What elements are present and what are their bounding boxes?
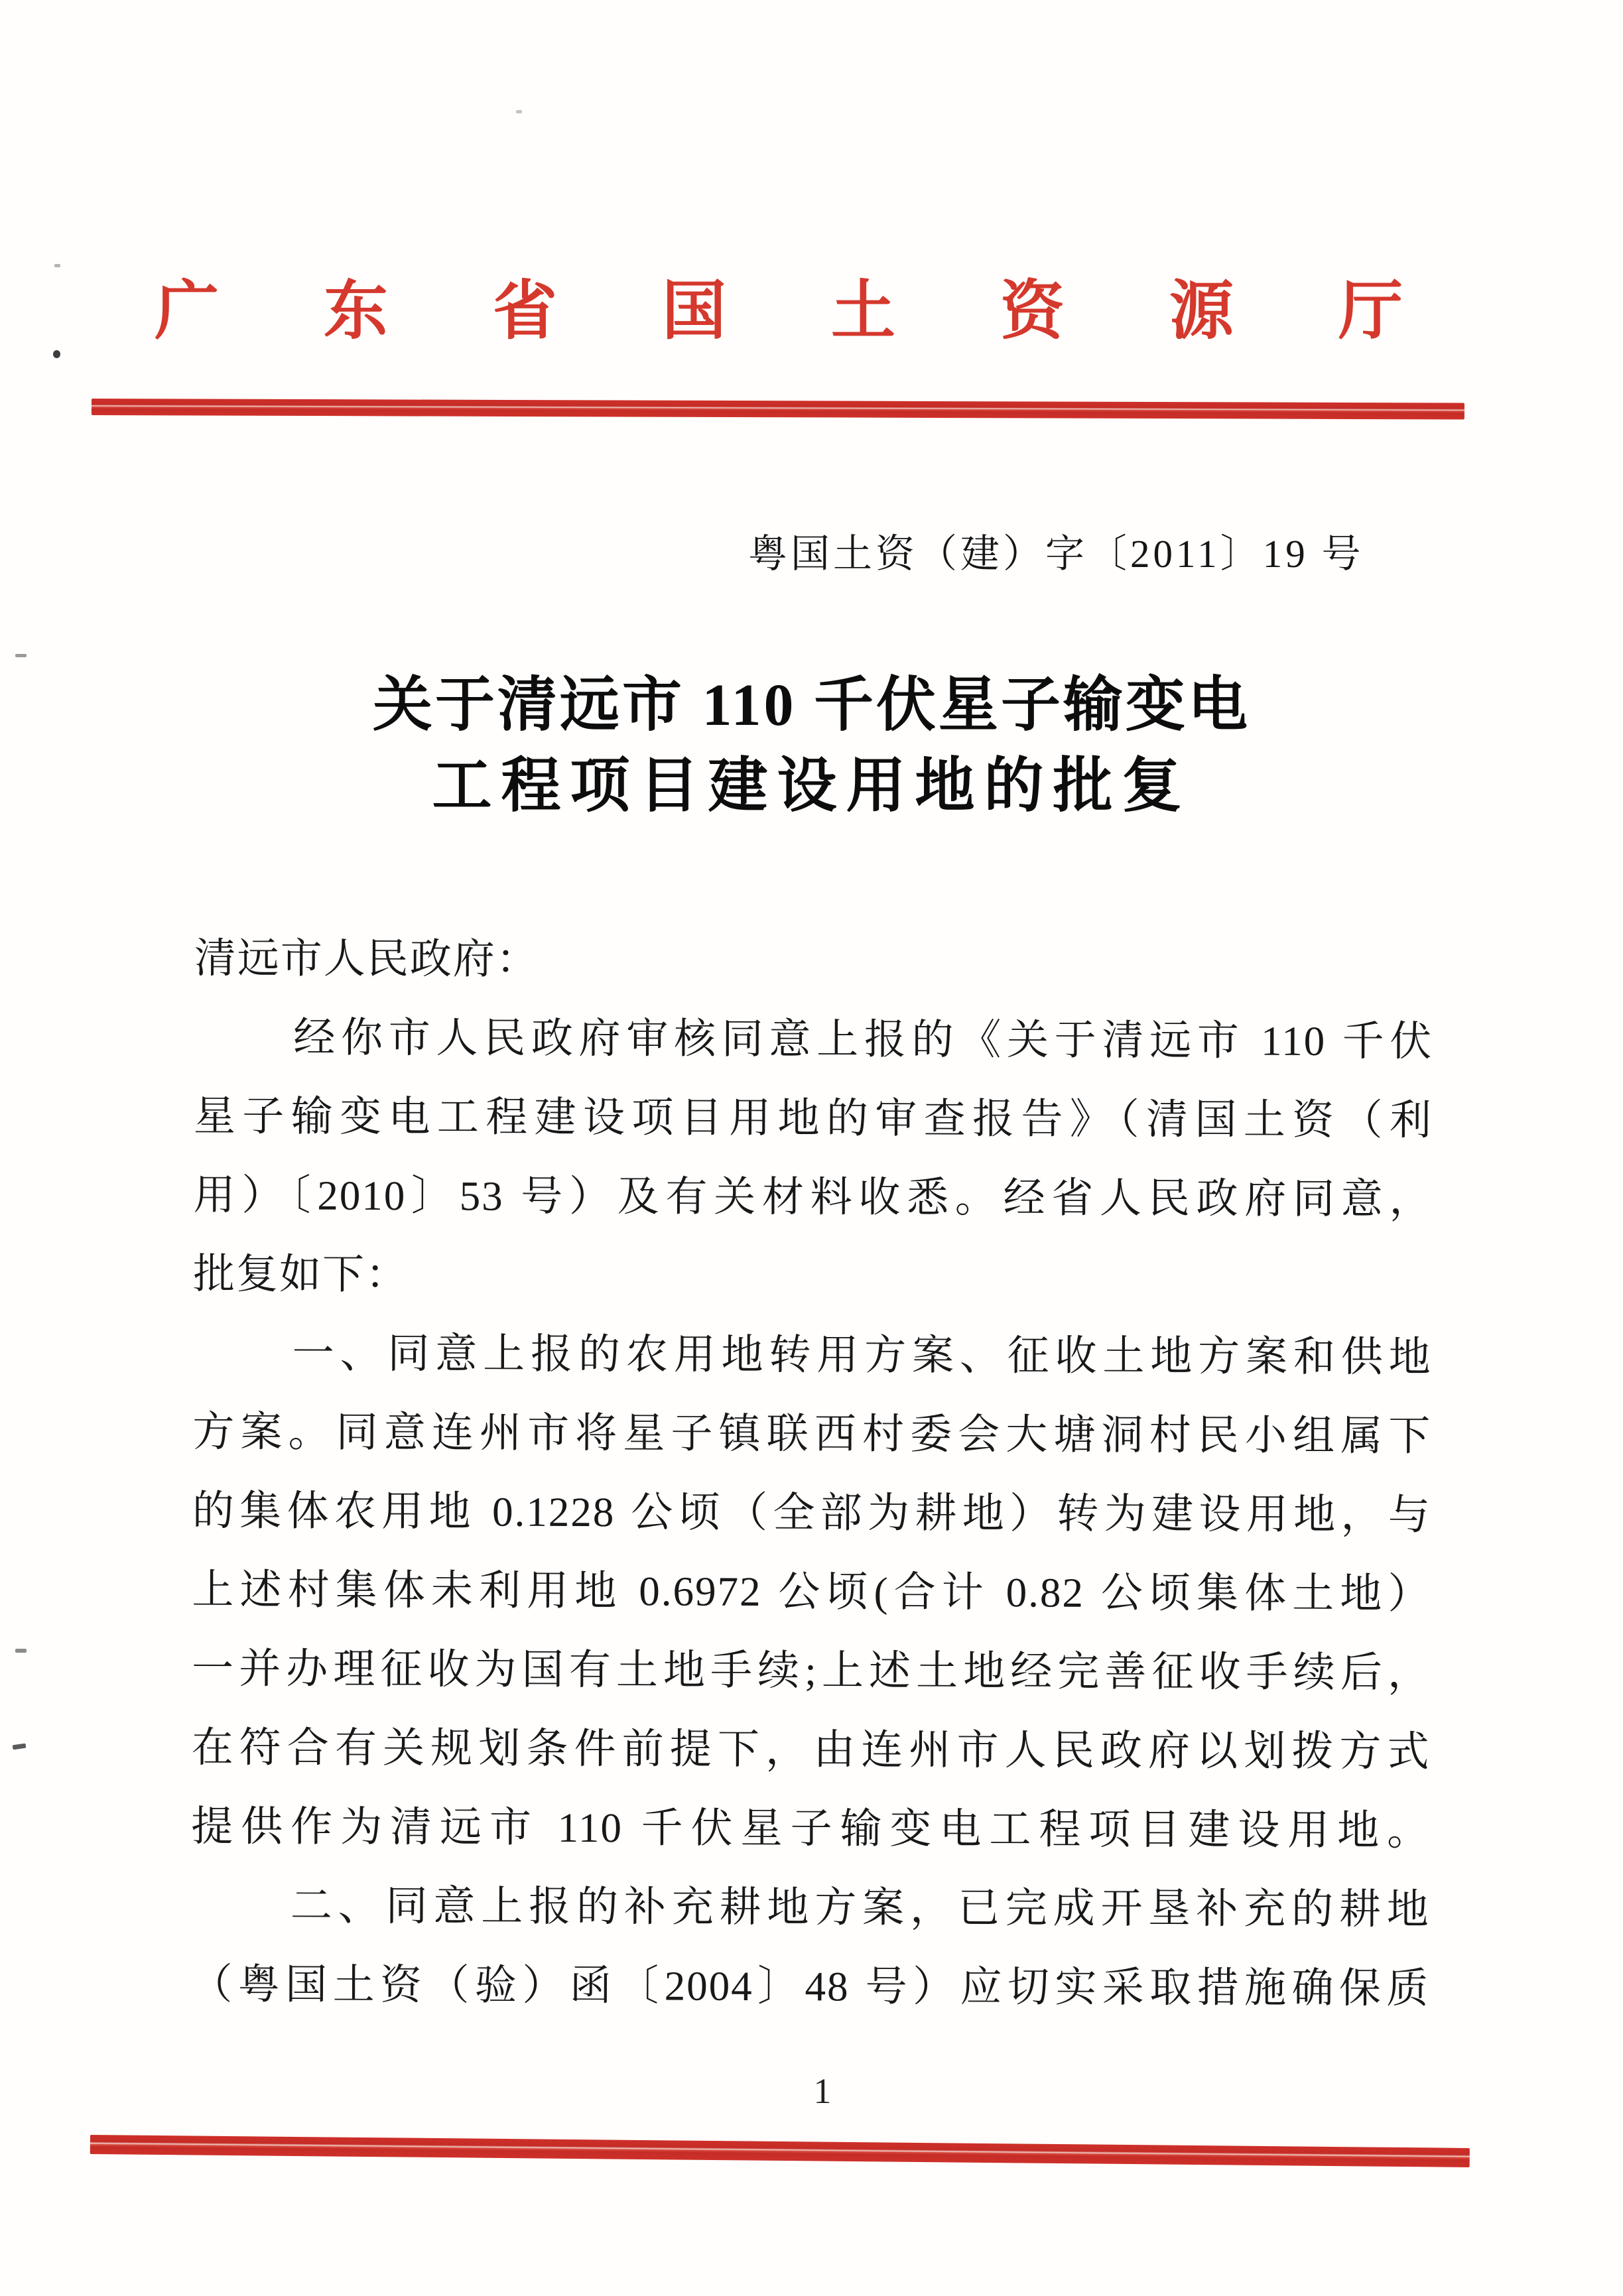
- body-line: 在符合有关规划条件前提下，由连州市人民政府以划拨方式: [191, 1724, 1431, 1775]
- document-body: [190, 919, 1433, 2029]
- body-line-item-2: 二、同意上报的补充耕地方案，已完成开垦补充的耕地: [290, 1882, 1430, 1933]
- document-reference-number: 粤国土资（建）字〔2011〕19 号: [748, 532, 1364, 576]
- scan-speck: [15, 1649, 27, 1653]
- document-title: [0, 665, 1623, 827]
- masthead-rule-line: [92, 399, 1464, 420]
- body-line: （粤国土资（验）函〔2004〕48 号）应切实采取措施确保质: [190, 1960, 1430, 2012]
- body-line: 的集体农用地 0.1228 公顷（全部为耕地）转为建设用地，与: [192, 1487, 1431, 1539]
- body-line: 上述村集体未利用地 0.6972 公顷(合计 0.82 公顷集体土地）: [192, 1566, 1431, 1618]
- body-line-salutation: 清远市人民政府：: [194, 934, 539, 983]
- body-line: 方案。同意连州市将星子镇联西村委会大塘洞村民小组属下: [192, 1408, 1432, 1460]
- scan-speck: [15, 654, 27, 657]
- body-line: 星子输变电工程建设项目用地的审查报告》（清国土资（利: [193, 1092, 1433, 1144]
- body-line: 批复如下：: [193, 1250, 409, 1299]
- scan-speck: [516, 110, 522, 113]
- body-line-item-1: 一、同意上报的农用地转用方案、征收土地方案和供地: [292, 1330, 1432, 1381]
- body-line: 一并办理征收为国有土地手续;上述土地经完善征收手续后，: [191, 1645, 1431, 1696]
- document-title-line-2: 工程项目建设用地的批复: [432, 753, 1191, 819]
- body-line: 提供作为清远市 110 千伏星子输变电工程项目建设用地。: [191, 1803, 1431, 1854]
- agency-masthead: 广东省国土资源厅: [155, 276, 1508, 347]
- scan-speck: [13, 1744, 27, 1750]
- scan-speck: [53, 350, 60, 358]
- footer-rule-line: [90, 2135, 1470, 2167]
- body-line: 经你市人民政府审核同意上报的《关于清远市 110 千伏: [293, 1014, 1433, 1065]
- page-number: 1: [813, 2071, 832, 2111]
- document-title-line-1: 关于清远市 110 千伏星子输变电: [372, 672, 1251, 738]
- scan-speck: [54, 264, 60, 267]
- body-line: 用）〔2010〕53 号）及有关材料收悉。经省人民政府同意，: [193, 1171, 1433, 1223]
